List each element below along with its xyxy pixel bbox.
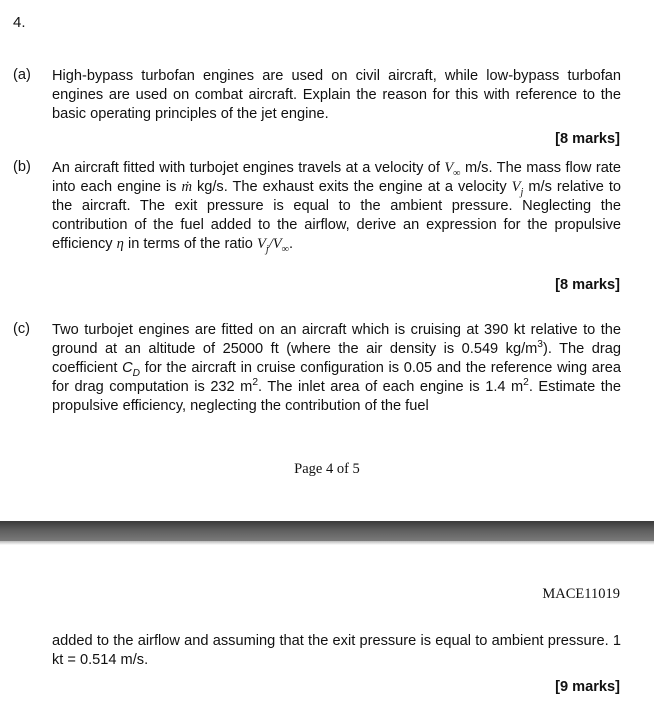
part-a-label: (a) [13, 67, 31, 83]
part-c-text: Two turbojet engines are fitted on an aircraft which is cruising at 390 kt relative to the ground at an altitude of 25000 ft (where the air density is 0.549 $kg/m^3$). The drag coefficient $C_D$ for the aircraft in cruise configuration is 0.05 and the reference wing area for drag computation is 232 $m^2$. The inlet area of each engine is 1.4 $m^2$. Estimate the propulsive efficiency, neglecting the contribution of the fuel [52, 322, 621, 414]
part-b-marks: [8 marks] [555, 277, 620, 293]
drag-coefficient-symbol: $C_D$ [122, 360, 141, 379]
question-number: 4. [13, 14, 26, 31]
part-a-text: High-bypass turbofan engines are used on civil aircraft, while low-bypass turbofan engines are used on combat aircraft. Explain the reason for this with reference to the basic operating principles of the jet engine. [52, 68, 621, 122]
v-j-symbol: $V_j$ [511, 179, 524, 198]
part-c-label: (c) [13, 321, 31, 337]
part-a-marks: [8 marks] [555, 131, 620, 147]
page-number: Page 4 of 5 [294, 461, 360, 477]
part-b-label: (b) [13, 159, 31, 175]
course-code: MACE11019 [542, 586, 620, 602]
v-infinity-symbol: $V_\infty$ [444, 160, 461, 179]
page-separator [0, 521, 654, 541]
part-c-continued-text: added to the airflow and assuming that the exit pressure is equal to ambient pressure. 1 kt = 0.514 m/s. [52, 633, 621, 668]
part-b-text: An aircraft fitted with turbojet engines travels at a velocity of $V_\infty$ m/s. The mass flow rate into each engine is ṁ kg/s. The exhaust exits the engine at a velocity $V_j$ m/s relative to the aircraft. The exit pressure is equal to the ambient pressure. Neglecting the contribution of the fuel added to the airflow, derive an expression for the propulsive efficiency η in terms of the ratio $V_j/V_\infty$. [52, 160, 622, 255]
part-c-marks: [9 marks] [555, 679, 620, 695]
mass-flow-symbol: ṁ [181, 179, 192, 195]
velocity-ratio-symbol: $V_j/V_\infty$ [256, 236, 289, 255]
eta-symbol: η [116, 236, 124, 252]
